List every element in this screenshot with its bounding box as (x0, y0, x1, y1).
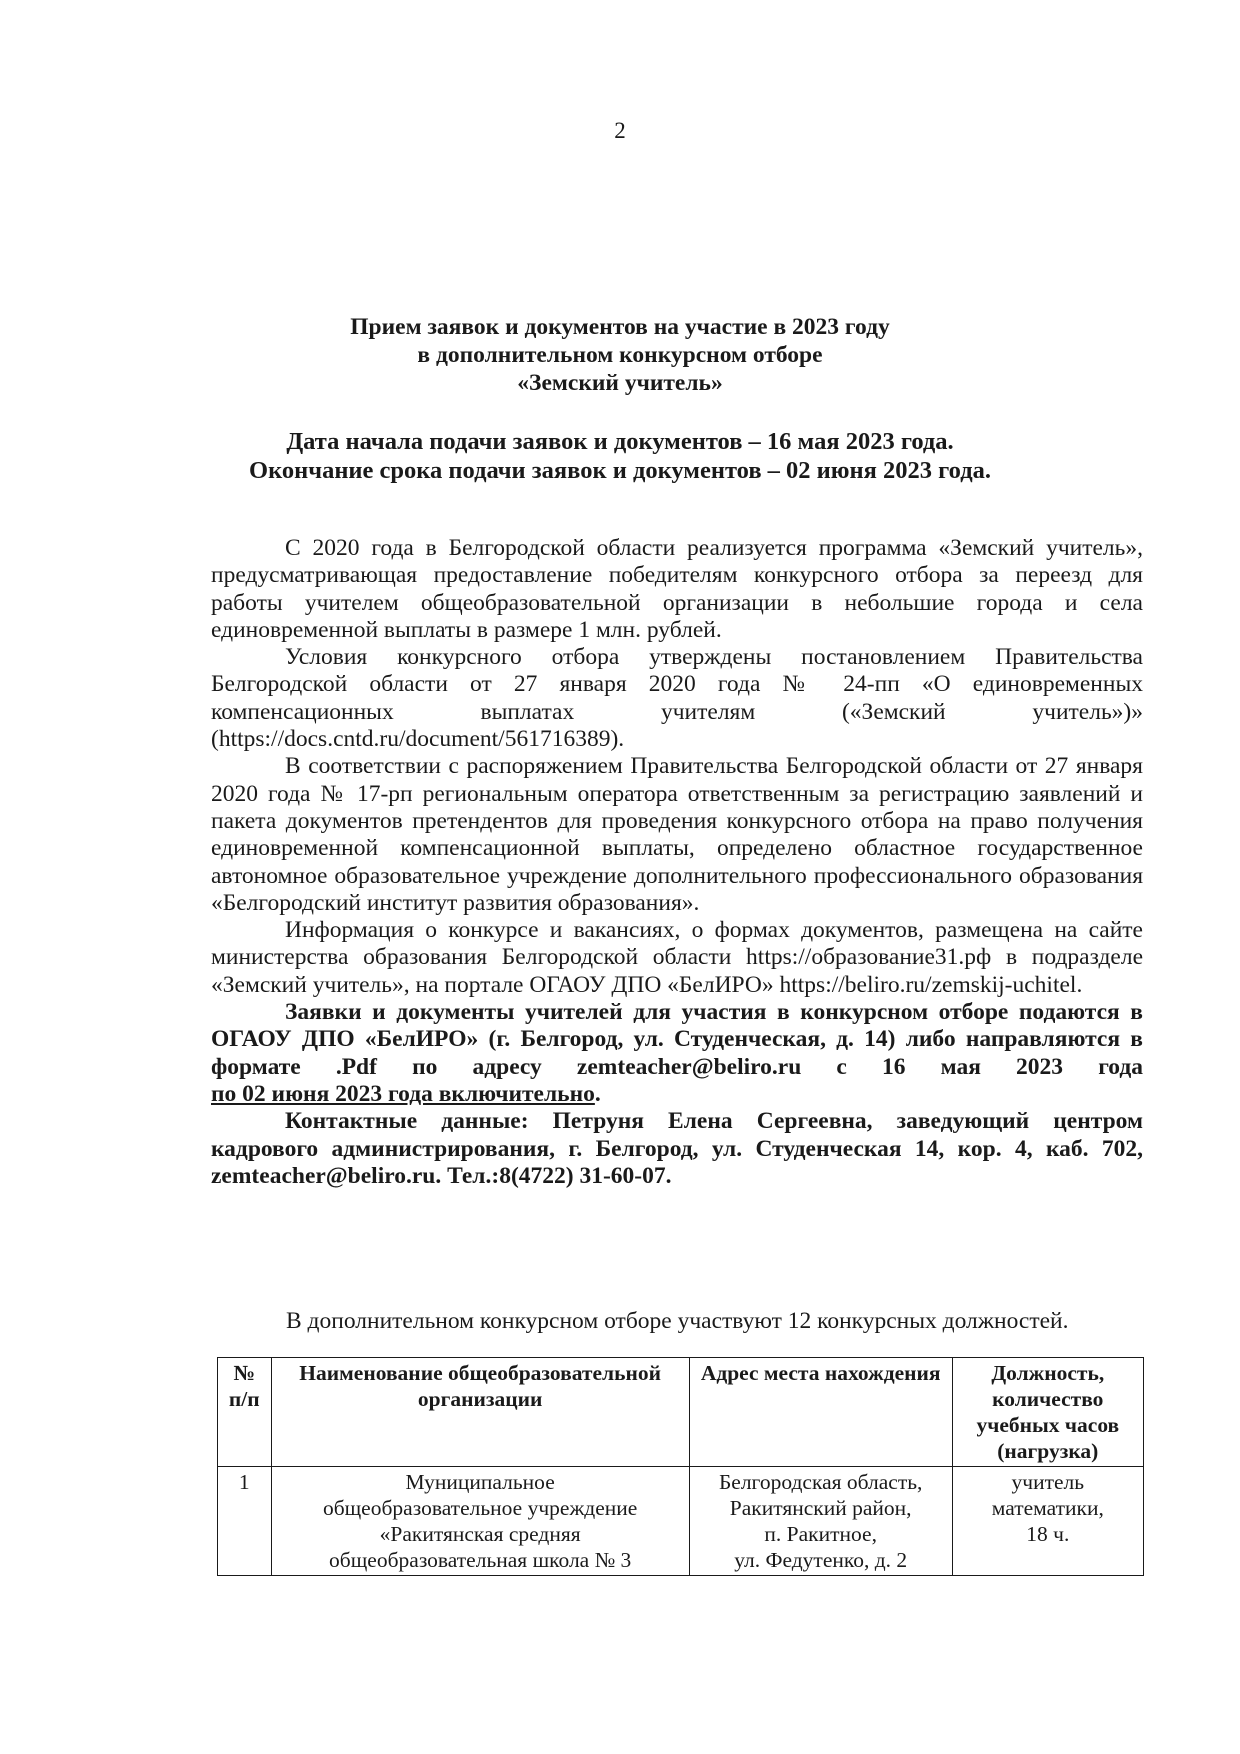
header-address: Адрес места нахождения (689, 1358, 952, 1467)
addr-line-4: ул. Федутенко, д. 2 (734, 1548, 908, 1572)
header-number-line-1: № (233, 1361, 256, 1385)
page-number: 2 (614, 118, 626, 143)
paragraph-conditions: Условия конкурсного отбора утверждены постановлением Правительства Белгородской области от 27 января 2020 года № 24-пп «О единовременных компенсационных выплатах учителям («Земский учитель»)» (https://docs.cntd.ru/document/561716389). (211, 644, 1143, 753)
pos-line-3: 18 ч. (1026, 1522, 1070, 1546)
submission-deadline: по 02 июня 2023 года включительно (211, 1080, 595, 1107)
paragraph-information: Информация о конкурсе и вакансиях, о формах документов, размещена на сайте министерства образования Белгородской области https://образование31.рф в подразделе «Земский учитель», на портале ОГАОУ ДПО «БелИРО» https://beliro.ru/zemskij-uchitel. (211, 917, 1143, 998)
title-line-3: «Земский учитель» (517, 370, 723, 396)
vacancies-table (217, 1357, 1144, 1576)
header-number-line-2: п/п (228, 1387, 260, 1411)
paragraph-contacts: Контактные данные: Петруня Елена Сергеевна, заведующий центром кадрового администрирования, г. Белгород, ул. Студенческая 14, кор. 4, каб. 702, zemteacher@beliro.ru. Тел.:8(4722) 31-60-07. (211, 1108, 1143, 1189)
header-position: Должность, количество учебных часов (нагрузка) (952, 1358, 1143, 1467)
paragraph-submission (211, 999, 1143, 1108)
submission-end: . (594, 1080, 601, 1107)
cell-organization (271, 1467, 689, 1576)
pos-line-2: математики, (991, 1496, 1104, 1520)
org-line-4: общеобразовательная школа № 3 (329, 1548, 632, 1572)
addr-line-2: Ракитянский район, (729, 1496, 912, 1520)
table-row (218, 1467, 1144, 1576)
table-intro: В дополнительном конкурсном отборе участвуют 12 конкурсных должностей. (286, 1308, 1069, 1334)
org-line-2: общеобразовательное учреждение (322, 1496, 638, 1520)
title-line-2: в дополнительном конкурсном отборе (417, 342, 823, 368)
cell-position (952, 1467, 1143, 1576)
paragraph-program: С 2020 года в Белгородской области реализуется программа «Земский учитель», предусматривающая предоставление победителям конкурсного отбора за переезд для работы учителем общеобразовательной организации в небольшие города и села единовременной выплаты в размере 1 млн. рублей. (211, 535, 1143, 643)
document-title (0, 313, 1240, 397)
pos-line-1: учитель (1011, 1470, 1085, 1494)
start-date: Дата начала подачи заявок и документов – 16 мая 2023 года. (286, 428, 954, 455)
end-date: Окончание срока подачи заявок и документов – 02 июня 2023 года. (249, 457, 991, 484)
org-line-3: «Ракитянская средняя (379, 1522, 581, 1546)
cell-number: 1 (218, 1467, 272, 1576)
table-header-row (218, 1358, 1144, 1467)
body-text (211, 535, 1143, 1190)
header-number (218, 1358, 272, 1467)
paragraph-operator: В соответствии с распоряжением Правительства Белгородской области от 27 января 2020 года № 17-рп региональным оператора ответственным за регистрацию заявлений и пакета документов претендентов для проведения конкурсного отбора на право получения единовременной компенсационной выплаты, определено областное государственное автономное образовательное учреждение дополнительного профессионального образования «Белгородский институт развития образования». (211, 753, 1143, 916)
header-organization: Наименование общеобразовательной организации (271, 1358, 689, 1467)
org-line-1: Муниципальное (405, 1470, 555, 1494)
submission-dates (0, 427, 1240, 485)
title-line-1: Прием заявок и документов на участие в 2023 году (350, 314, 890, 340)
addr-line-3: п. Ракитное, (764, 1522, 877, 1546)
addr-line-1: Белгородская область, (718, 1470, 923, 1494)
submission-text: Заявки и документы учителей для участия в конкурсном отборе подаются в ОГАОУ ДПО «БелИРО» (г. Белгород, ул. Студенческая, д. 14) либо направляются в формате .Pdf по адресу zemteacher@beliro.ru с 16 мая 2023 года (211, 999, 1143, 1080)
cell-address (689, 1467, 952, 1576)
